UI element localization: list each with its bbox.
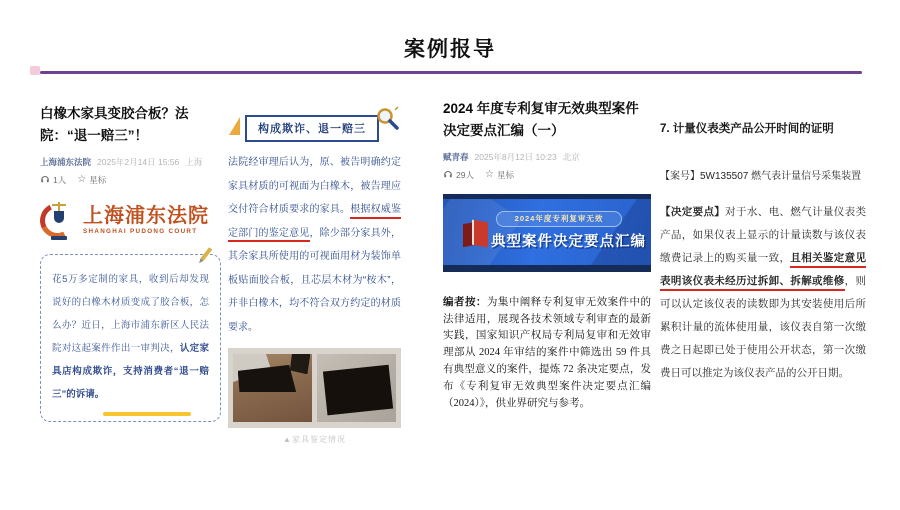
highlight-bar [103,412,191,416]
verdict-text-2: ，除少部分家具外，其余家具所使用的可视面用材为装饰单板贴面胶合板，且芯层木材为“桉木”，并非白橡木，均不符合双方约定的材质要求。 [228,227,401,333]
photo-panel-left [233,354,312,422]
court-name-en: SHANGHAI PUDONG COURT [83,228,198,236]
verdict-badge: 构成欺诈、退一赔三 [245,115,379,142]
article-meta2 [40,174,221,186]
court-name-cn: 上海浦东法院 [83,205,209,228]
case7-decision [660,201,866,385]
banner-book-icon [463,221,487,248]
divider-tip [30,66,40,75]
case7-column [660,120,866,385]
listen-count[interactable]: 29人 [456,169,474,180]
star-label[interactable]: 星标 [496,169,514,180]
case-number-value: 5W135507 燃气表计量信号采集装置 [700,171,862,182]
verdict-column [228,112,401,445]
court-logo [40,201,221,241]
source-link[interactable]: 上海浦东法院 [40,156,92,167]
publish-location: 北京 [562,151,580,162]
publish-location: 上海 [185,156,203,167]
page-title: 案例报导 [404,38,496,61]
patent-banner [443,194,651,272]
editor-note-text: 为集中阐释专利复审无效案件中的法律适用，展现各技术领域专利审查的最新实践，国家知识产权局专利局复审和无效审理部从 2024 年审结的案件中筛选出 59 件具有典型意义的案件，提炼 72 条决定要点，发布《专利复审无效典型案件决定要点汇编（2024）》，供业界研究与参考。 [443,296,652,409]
editor-note-label: 编者按： [443,295,487,308]
star-label[interactable]: 星标 [89,174,107,185]
verdict-badge-row [228,112,401,142]
case7-number [660,167,866,182]
furniture-photo [228,348,401,428]
article-title: 白橡木家具变胶合板？法院：“退一赔三”！ [40,106,189,143]
decision-text-2: ，则可以认定该仪表的读数即为其安装使用后所累积计量的流体使用量，该仪表自第一次缴费之日起即已处于使用公开状态，第一次缴费日可以推定为该仪表产品的公开日期。 [660,275,867,379]
publish-date: 2025年2月14日 15:56 [97,156,180,167]
triangle-icon [229,117,240,135]
headphones-icon [40,174,50,186]
article-court [40,103,221,422]
listen-count[interactable]: 1人 [53,174,67,185]
court-emblem-icon [40,201,78,241]
case7-heading: 7. 计量仪表类产品公开时间的证明 [660,123,834,135]
star-icon[interactable]: ☆ [484,169,494,181]
article-meta [40,156,221,168]
verdict-text-underlined: 根据权威鉴定部门的鉴定意见 [228,204,401,242]
pencil-icon [192,245,216,269]
banner-tag: 2024年度专利复审无效 [496,211,622,227]
verdict-text-1: 法院经审理后认为，原、被告明确约定家具材质的可视面为白橡木，被告理应交付符合材质要求的家具。 [228,157,401,215]
article-patent [443,98,651,412]
magnifier-icon [375,106,401,137]
decision-text-underlined: 且相关鉴定意见表明该仪表未经历过拆卸、拆解或维修 [660,252,866,291]
article-meta [443,151,651,163]
court-logo-text [83,206,209,235]
photo-caption: ▲家具鉴定情况 [283,435,346,444]
article-title: 2024 年度专利复审无效典型案件决定要点汇编（一） [443,101,639,138]
banner-title: 典型案件决定要点汇编 [491,233,646,250]
photo-panel-right [317,354,396,422]
case-summary-box [40,254,221,422]
verdict-paragraph [228,151,401,339]
star-icon[interactable]: ☆ [77,174,87,186]
source-link[interactable]: 赋青春 [443,151,469,162]
editor-note [443,294,651,413]
decision-point-label: 【决定要点】 [660,206,726,218]
publish-date: 2025年8月12日 10:23 [474,151,557,162]
decision-text-1: 对于水、电、燃气计量仪表类产品，如果仪表上显示的计量读数与该仪表缴费记录上的购买量一致， [660,206,867,264]
headphones-icon [443,169,453,181]
case-number-label: 【案号】 [660,171,700,182]
summary-text-bold: 认定家具店构成欺诈，支持消费者“退一赔三”的诉请。 [52,342,209,400]
summary-text: 花5万多定制的家具，收到后却发现说好的白橡木材质变成了胶合板，怎么办？近日，上海市浦东新区人民法院对这起案件作出一审判决， [52,273,209,354]
article-meta2 [443,169,651,181]
divider-line [40,71,862,74]
